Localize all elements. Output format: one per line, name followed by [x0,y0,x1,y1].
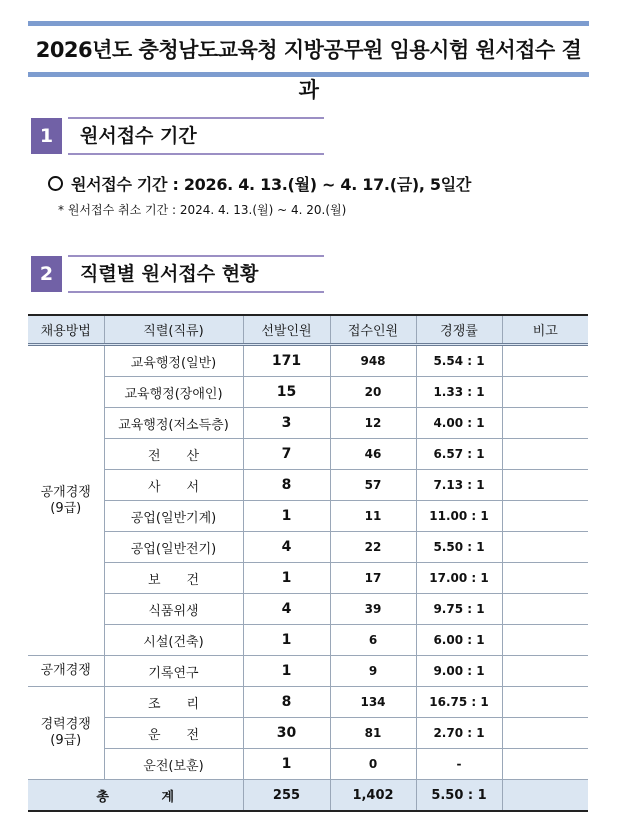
applicants-cell: 12 [330,408,416,439]
note-cell [502,625,588,656]
selected-cell: 1 [243,625,330,656]
selected-cell: 1 [243,656,330,687]
table-row [28,470,588,501]
ratio-cell: 9.00 : 1 [416,656,502,687]
series-cell: 시설(건축) [104,625,243,656]
series-cell: 교육행정(장애인) [104,377,243,408]
selected-cell: 1 [243,501,330,532]
note-cell [502,408,588,439]
total-ratio: 5.50 : 1 [416,780,502,812]
selected-cell: 1 [243,749,330,780]
selected-cell: 4 [243,532,330,563]
header-applicants: 접수인원 [330,315,416,345]
series-cell: 조 리 [104,687,243,718]
ratio-cell: 6.00 : 1 [416,625,502,656]
selected-cell: 15 [243,377,330,408]
table-row [28,625,588,656]
section-2-title: 직렬별 원서접수 현황 [68,256,324,292]
series-cell: 식품위생 [104,594,243,625]
applicants-cell: 57 [330,470,416,501]
title-rule-top [28,21,589,26]
table-row [28,532,588,563]
note-cell [502,563,588,594]
ratio-cell: 6.57 : 1 [416,439,502,470]
applicants-cell: 39 [330,594,416,625]
header-series: 직렬(직류) [104,315,243,345]
section-1-number: 1 [31,118,62,154]
applicants-cell: 6 [330,625,416,656]
note-cell [502,532,588,563]
table-row [28,656,588,687]
series-cell: 기록연구 [104,656,243,687]
ratio-cell: 4.00 : 1 [416,408,502,439]
applicants-cell: 948 [330,345,416,377]
ratio-cell: 16.75 : 1 [416,687,502,718]
method-label: 공개경쟁 [40,663,91,678]
table-row [28,439,588,470]
applicants-cell: 9 [330,656,416,687]
note-cell [502,345,588,377]
note-cell [502,377,588,408]
series-cell: 공업(일반전기) [104,532,243,563]
header-selected: 선발인원 [243,315,330,345]
application-period [48,172,471,195]
cancellation-period-note: * 원서접수 취소 기간 : 2024. 4. 13.(월) ~ 4. 20.(월) [58,203,347,217]
ratio-cell: 7.13 : 1 [416,470,502,501]
series-cell: 보 건 [104,563,243,594]
total-note [502,780,588,812]
note-cell [502,749,588,780]
note-cell [502,687,588,718]
note-cell [502,501,588,532]
ratio-cell: 5.50 : 1 [416,532,502,563]
total-label: 총 계 [28,780,243,812]
applicants-cell: 134 [330,687,416,718]
note-cell [502,470,588,501]
total-applicants: 1,402 [330,780,416,812]
method-label: 공개경쟁 (9급) [40,484,91,516]
document-title: 2026년도 충청남도교육청 지방공무원 임용시험 원서접수 결과 [35,38,582,102]
section-2-number: 2 [31,256,62,292]
total-selected: 255 [243,780,330,812]
application-period-text: 원서접수 기간 : 2026. 4. 13.(월) ~ 4. 17.(금), 5일간 [71,175,472,194]
applications-table [28,314,588,812]
selected-cell: 1 [243,563,330,594]
ratio-cell: 1.33 : 1 [416,377,502,408]
selected-cell: 7 [243,439,330,470]
series-cell: 교육행정(일반) [104,345,243,377]
selected-cell: 3 [243,408,330,439]
table-total-row [28,780,588,812]
series-cell: 운 전 [104,718,243,749]
header-method: 채용방법 [28,315,104,345]
applicants-cell: 20 [330,377,416,408]
selected-cell: 4 [243,594,330,625]
header-ratio: 경쟁률 [416,315,502,345]
series-cell: 공업(일반기계) [104,501,243,532]
applicants-cell: 0 [330,749,416,780]
series-cell: 전 산 [104,439,243,470]
method-cell [28,687,104,780]
table-row [28,749,588,780]
selected-cell: 30 [243,718,330,749]
ratio-cell: 2.70 : 1 [416,718,502,749]
ratio-cell: 5.54 : 1 [416,345,502,377]
selected-cell: 8 [243,687,330,718]
method-cell [28,345,104,656]
table-row [28,687,588,718]
applicants-cell: 17 [330,563,416,594]
applicants-cell: 11 [330,501,416,532]
table-row [28,377,588,408]
circle-bullet-icon [48,176,63,191]
ratio-cell: 9.75 : 1 [416,594,502,625]
table-row [28,718,588,749]
table-row [28,345,588,377]
title-rule-bottom [28,72,589,77]
applicants-cell: 22 [330,532,416,563]
series-cell: 교육행정(저소득층) [104,408,243,439]
selected-cell: 8 [243,470,330,501]
section-1-title: 원서접수 기간 [68,118,324,154]
header-note: 비고 [502,315,588,345]
note-cell [502,594,588,625]
note-cell [502,718,588,749]
applicants-cell: 46 [330,439,416,470]
table-row [28,501,588,532]
ratio-cell: 11.00 : 1 [416,501,502,532]
method-label: 경력경쟁 (9급) [40,717,91,748]
method-cell [28,656,104,687]
series-cell: 사 서 [104,470,243,501]
table-row [28,594,588,625]
ratio-cell: 17.00 : 1 [416,563,502,594]
table-row [28,408,588,439]
note-cell [502,439,588,470]
table-header-row [28,315,588,345]
table-row [28,563,588,594]
ratio-cell: - [416,749,502,780]
note-cell [502,656,588,687]
series-cell: 운전(보훈) [104,749,243,780]
selected-cell: 171 [243,345,330,377]
applicants-cell: 81 [330,718,416,749]
